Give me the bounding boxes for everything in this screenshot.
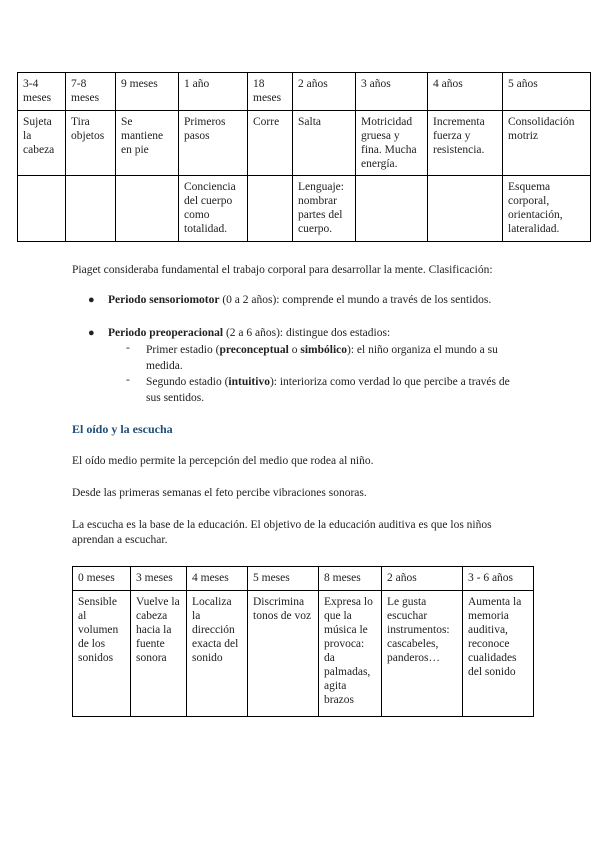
paragraph: La escucha es la base de la educación. El objetivo de la educación auditiva es que los niños aprendan a escuchar. [72,519,492,546]
table-header-cell: 5 años [503,73,591,111]
table-cell: Lenguaje: nombrar partes del cuerpo. [293,176,356,242]
table-cell: Conciencia del cuerpo como totalidad. [179,176,248,242]
sub-item-primer-estadio [146,342,526,374]
table-header-cell: 3-4 meses [18,73,66,111]
piaget-intro: Piaget consideraba fundamental el trabajo corporal para desarrollar la mente. Clasificación: [72,264,493,276]
table-cell: Primeros pasos [179,111,248,176]
text: ): el niño organiza el mundo a su medida. [146,344,498,372]
table-header-cell: 4 años [428,73,503,111]
table-header-cell: 7-8 meses [66,73,116,111]
table-cell: Tira objetos [66,111,116,176]
table-cell [116,176,179,242]
table-cell: Sujeta la cabeza [18,111,66,176]
paragraph: Desde las primeras semanas el feto percibe vibraciones sonoras. [72,487,367,499]
table-cell: Le gusta escuchar instrumentos: cascabeles, panderos… [382,591,463,717]
bullet-sensoriomotor [108,293,528,308]
dash-icon: - [126,342,130,354]
table-cell: Sensible al volumen de los sonidos [73,591,131,717]
bullet-icon: ● [88,327,95,339]
table-cell: Expresa lo que la música le provoca: da palmadas, agita brazos [319,591,382,717]
motor-development-table [17,72,591,242]
bold-term: Periodo sensoriomotor [108,294,220,306]
bullet-preoperacional [108,326,528,341]
table-header-cell: 0 meses [73,567,131,591]
table-header-cell: 9 meses [116,73,179,111]
table-header-cell: 4 meses [187,567,248,591]
table-cell: Discrimina tonos de voz [248,591,319,717]
table-cell: Incrementa fuerza y resistencia. [428,111,503,176]
table-cell [356,176,428,242]
dash-icon: - [126,374,130,386]
bullet-icon: ● [88,294,95,306]
table-cell [66,176,116,242]
table-cell: Salta [293,111,356,176]
table-header-cell: 3 años [356,73,428,111]
bullet-text: (2 a 6 años): distingue dos estadios: [223,327,391,339]
table-header-cell: 18 meses [248,73,293,111]
table-row [18,111,591,176]
table-row [73,567,534,591]
auditory-development-table [72,566,534,717]
table-cell [248,176,293,242]
table-header-cell: 2 años [382,567,463,591]
table-header-cell: 3 - 6 años [463,567,534,591]
section-heading: El oído y la escucha [72,422,173,436]
bullet-text: (0 a 2 años): comprende el mundo a través de los sentidos. [219,294,492,306]
table-cell [18,176,66,242]
table-row [18,176,591,242]
table-header-cell: 1 año [179,73,248,111]
table-header-cell: 3 meses [131,567,187,591]
text: ): interioriza como verdad lo que percibe a través de sus sentidos. [146,376,510,404]
bold-term: Periodo preoperacional [108,327,224,339]
bold-term: simbólico [300,344,348,356]
table-row [73,591,534,717]
table-cell: Vuelve la cabeza hacia la fuente sonora [131,591,187,717]
table-cell: Consolidación motriz [503,111,591,176]
table-cell: Se mantiene en pie [116,111,179,176]
table-cell: Localiza la dirección exacta del sonido [187,591,248,717]
table-header-cell: 2 años [293,73,356,111]
table-header-cell: 8 meses [319,567,382,591]
table-cell: Esquema corporal, orientación, lateralidad. [503,176,591,242]
paragraph: El oído medio permite la percepción del medio que rodea al niño. [72,455,374,467]
table-cell: Aumenta la memoria auditiva, reconoce cualidades del sonido [463,591,534,717]
table-header-cell: 5 meses [248,567,319,591]
table-cell: Corre [248,111,293,176]
table-row [18,73,591,111]
table-cell: Motricidad gruesa y fina. Mucha energía. [356,111,428,176]
sub-item-segundo-estadio [146,374,526,406]
text: Primer estadio ( [146,344,220,356]
text: Segundo estadio ( [146,376,229,388]
table-cell [428,176,503,242]
bold-term: intuitivo [228,376,270,388]
text: o [288,344,301,356]
bold-term: preconceptual [219,344,289,356]
